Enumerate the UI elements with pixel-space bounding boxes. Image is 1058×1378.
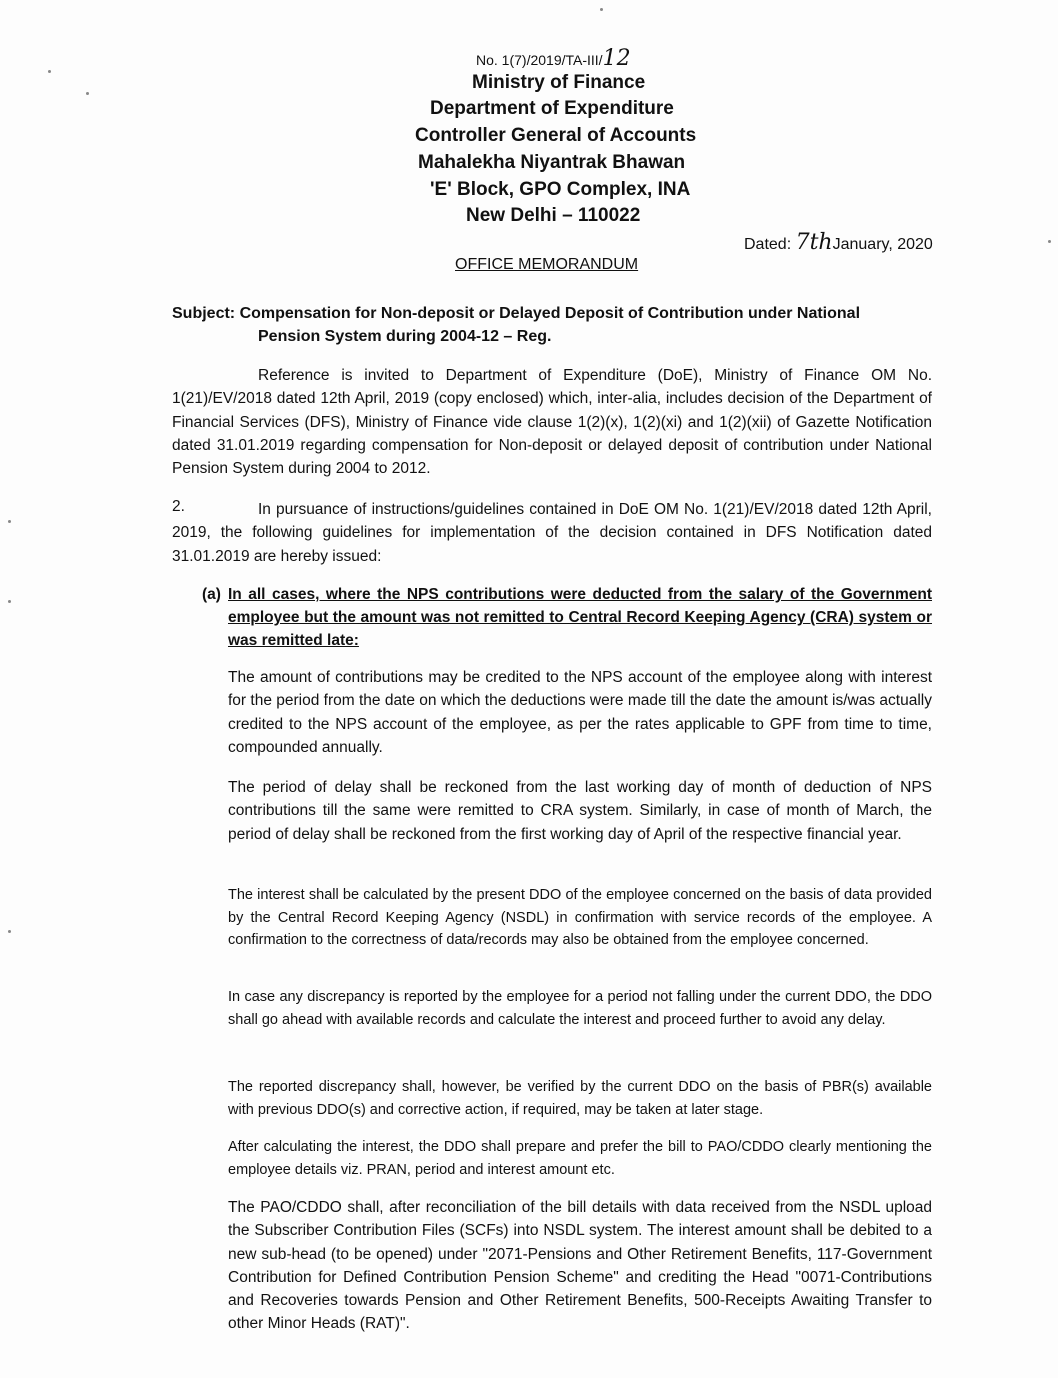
paragraph-1: Reference is invited to Department of Expenditure (DoE), Ministry of Finance OM No. 1(21)/EV/2018 dated 12th April, 2019 (copy enclosed) which, inter-alia, includes decision of the Department of Financial Services (DFS), Ministry of Finance vide clause 1(2)(x), 1(2)(xi) and 1(2)(xii) of Gazette Notification dated 31.01.2019 regarding compensation for Non-deposit or delayed deposit of contribution under National Pension System during 2004 to 2012. bbox=[172, 367, 932, 478]
handwritten-number: 12 bbox=[602, 46, 631, 71]
ministry-name: Ministry of Finance bbox=[472, 72, 646, 93]
sub-paragraph: The PAO/CDDO shall, after reconciliation of the bill details with data received from the NSDL upload the Subscriber Contribution Files (SCFs) into NSDL system. The interest amount shall be debited to a new sub-head (to be opened) under "2071-Pensions and Other Retirement Benefits, 117-Government Contribution for Defined Contribution Pension Scheme" and crediting the Head "0071-Contributions and Recoveries towards Pension and Other Retirement Benefits, 500-Receipts Awaiting Transfer to other Minor Heads (RAT)". bbox=[228, 1199, 932, 1333]
address-city: New Delhi – 110022 bbox=[466, 205, 641, 226]
subject-line: Subject: Compensation for Non-deposit or Delayed Deposit of Contribution under National Pension System during 2004-12 – Reg. bbox=[172, 305, 861, 345]
handwritten-day: 7th bbox=[795, 230, 833, 255]
building-name: Mahalekha Niyantrak Bhawan bbox=[418, 152, 686, 173]
scan-speck bbox=[1048, 240, 1051, 243]
reference-number: No. 1(7)/2019/TA-III/12 bbox=[476, 46, 631, 71]
sub-paragraph: The interest shall be calculated by the present DDO of the employee concerned on the basis of data provided by the Central Record Keeping Agency (NSDL) in confirmation with service records of the employee. A confirmation to the correctness of data/records may also be obtained from the employee concerned. bbox=[228, 887, 932, 948]
sub-paragraph: In case any discrepancy is reported by the employee for a period not falling under the current DDO, the DDO shall go ahead with available records and calculate the interest and proceed further to avoid any delay. bbox=[228, 989, 932, 1028]
item-a-heading: (a) In all cases, where the NPS contributions were deducted from the salary of the Government employee but the amount was not remitted to Central Record Keeping Agency (CRA) system or was remitted late: bbox=[202, 586, 932, 649]
paragraph-2: In pursuance of instructions/guidelines contained in DoE OM No. 1(21)/EV/2018 dated 12th April, 2019, the following guidelines for implementation of the decision contained in DFS Notification dated 31.01.2019 are hereby issued: bbox=[172, 501, 932, 565]
scan-speck bbox=[8, 930, 11, 933]
scan-speck bbox=[48, 70, 51, 73]
scan-speck bbox=[86, 92, 89, 95]
sub-paragraph: The reported discrepancy shall, however, be verified by the current DDO on the basis of PBR(s) available with previous DDO(s) and corrective action, if required, may be taken at later stage. bbox=[228, 1079, 932, 1118]
scan-speck bbox=[8, 600, 11, 603]
date-line: Dated: 7thJanuary, 2020 bbox=[744, 230, 933, 255]
scan-speck bbox=[600, 8, 603, 11]
sub-paragraph: The amount of contributions may be credited to the NPS account of the employee along with interest for the period from the date on which the deductions were made till the date the amount is/was actually credited to the NPS account of the employee, as per the rates applicable to GPF from time to time, compounded annually. bbox=[228, 669, 932, 756]
memo-title: OFFICE MEMORANDUM bbox=[455, 256, 639, 273]
sub-paragraph: After calculating the interest, the DDO shall prepare and prefer the bill to PAO/CDDO clearly mentioning the employee details viz. PRAN, period and interest amount etc. bbox=[228, 1139, 932, 1178]
address-block: 'E' Block, GPO Complex, INA bbox=[430, 179, 691, 200]
scan-speck bbox=[8, 520, 11, 523]
department-name: Department of Expenditure bbox=[430, 98, 674, 119]
office-name: Controller General of Accounts bbox=[415, 125, 697, 146]
sub-paragraph: The period of delay shall be reckoned from the last working day of month of deduction of NPS contributions till the same were remitted to CRA system. Similarly, in case of month of March, the period of delay shall be reckoned from the first working day of April of the respective financial year. bbox=[228, 779, 932, 843]
paragraph-2-number: 2. bbox=[172, 498, 185, 515]
